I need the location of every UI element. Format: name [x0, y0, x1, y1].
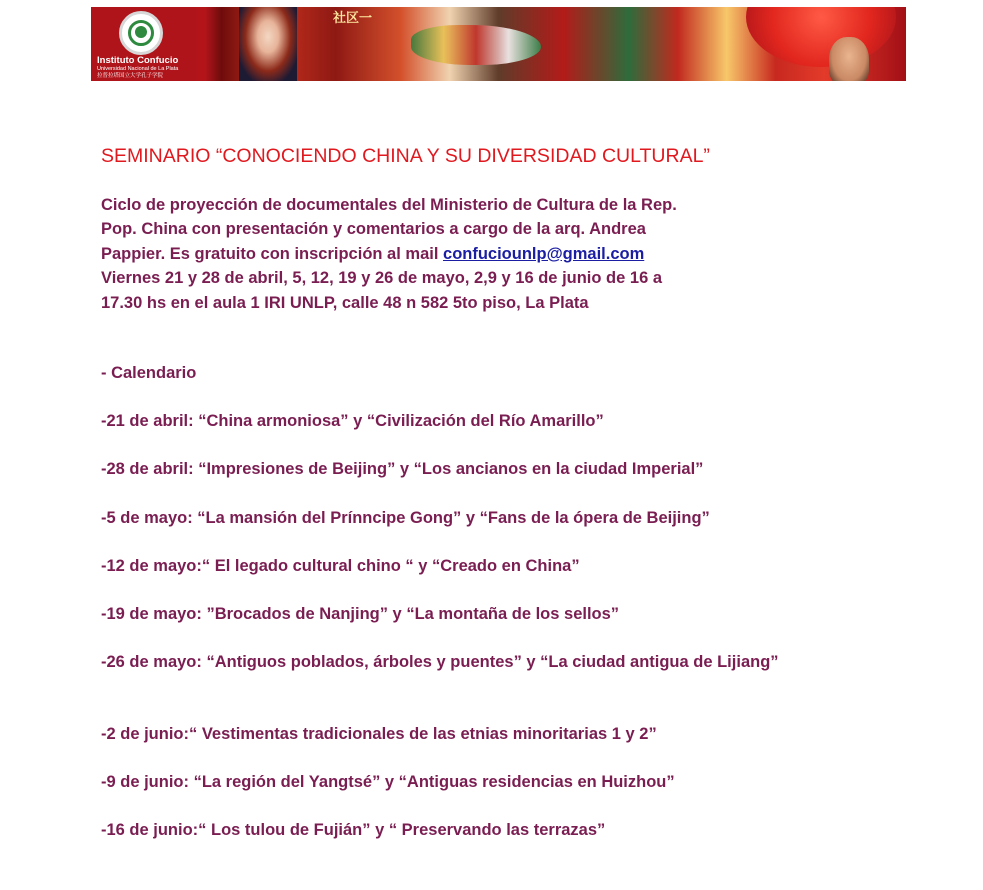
calendar-item: -26 de mayo: “Antiguos poblados, árboles y puentes” y “La ciudad antigua de Lijiang”	[101, 653, 779, 671]
calendar-item: -19 de mayo: ”Brocados de Nanjing” y “La montaña de los sellos”	[101, 605, 620, 623]
institute-logo	[91, 7, 196, 81]
calendar-item: -16 de junio:“ Los tulou de Fujián” y “ Preservando las terrazas”	[101, 821, 606, 839]
calendar-item: -12 de mayo:“ El legado cultural chino “ y “Creado en China”	[101, 557, 580, 575]
intro-line-3-text: Pappier. Es gratuito con inscripción al mail	[101, 244, 444, 263]
opera-performer-image	[239, 7, 297, 81]
intro-line-1: Ciclo de proyección de documentales del Ministerio de Cultura de la Rep.	[101, 196, 677, 214]
calendar-heading: - Calendario	[101, 364, 197, 382]
calendar-item: -28 de abril: “Impresiones de Beijing” y “Los ancianos en la ciudad Imperial”	[101, 460, 704, 478]
intro-line-4: Viernes 21 y 28 de abril, 5, 12, 19 y 26 de mayo, 2,9 y 16 de junio de 16 a	[101, 269, 663, 288]
banner-sign-text: 社区一	[333, 10, 373, 25]
dancer-image	[829, 37, 869, 81]
institute-name: Instituto Confucio	[97, 55, 179, 66]
institute-subtitle: Universidad Nacional de La Plata	[97, 66, 179, 72]
calendar-item: -21 de abril: “China armoniosa” y “Civilización del Río Amarillo”	[101, 412, 604, 430]
intro-line-2: Pop. China con presentación y comentarios a cargo de la arq. Andrea	[101, 220, 646, 239]
seminar-intro	[101, 193, 901, 315]
header-banner	[91, 7, 906, 81]
calendar-item: -2 de junio:“ Vestimentas tradicionales de las etnias minoritarias 1 y 2”	[101, 725, 657, 743]
intro-line-3	[101, 242, 901, 266]
institute-chinese-name: 拉普拉塔国立大学孔子学院	[97, 73, 164, 79]
email-link[interactable]: confuciounlp@gmail.com	[443, 244, 645, 263]
red-umbrella-image	[746, 7, 896, 67]
confucius-seal-icon	[119, 11, 163, 55]
dragon-dance-image	[411, 25, 541, 65]
calendar-item: -5 de mayo: “La mansión del Prínncipe Gong” y “Fans de la ópera de Beijing”	[101, 509, 710, 527]
intro-line-5: 17.30 hs en el aula 1 IRI UNLP, calle 48 n 582 5to piso, La Plata	[101, 293, 589, 312]
seminar-title: SEMINARIO “CONOCIENDO CHINA Y SU DIVERSIDAD CULTURAL”	[101, 145, 710, 167]
calendar-item: -9 de junio: “La región del Yangtsé” y “Antiguas residencias en Huizhou”	[101, 773, 675, 791]
